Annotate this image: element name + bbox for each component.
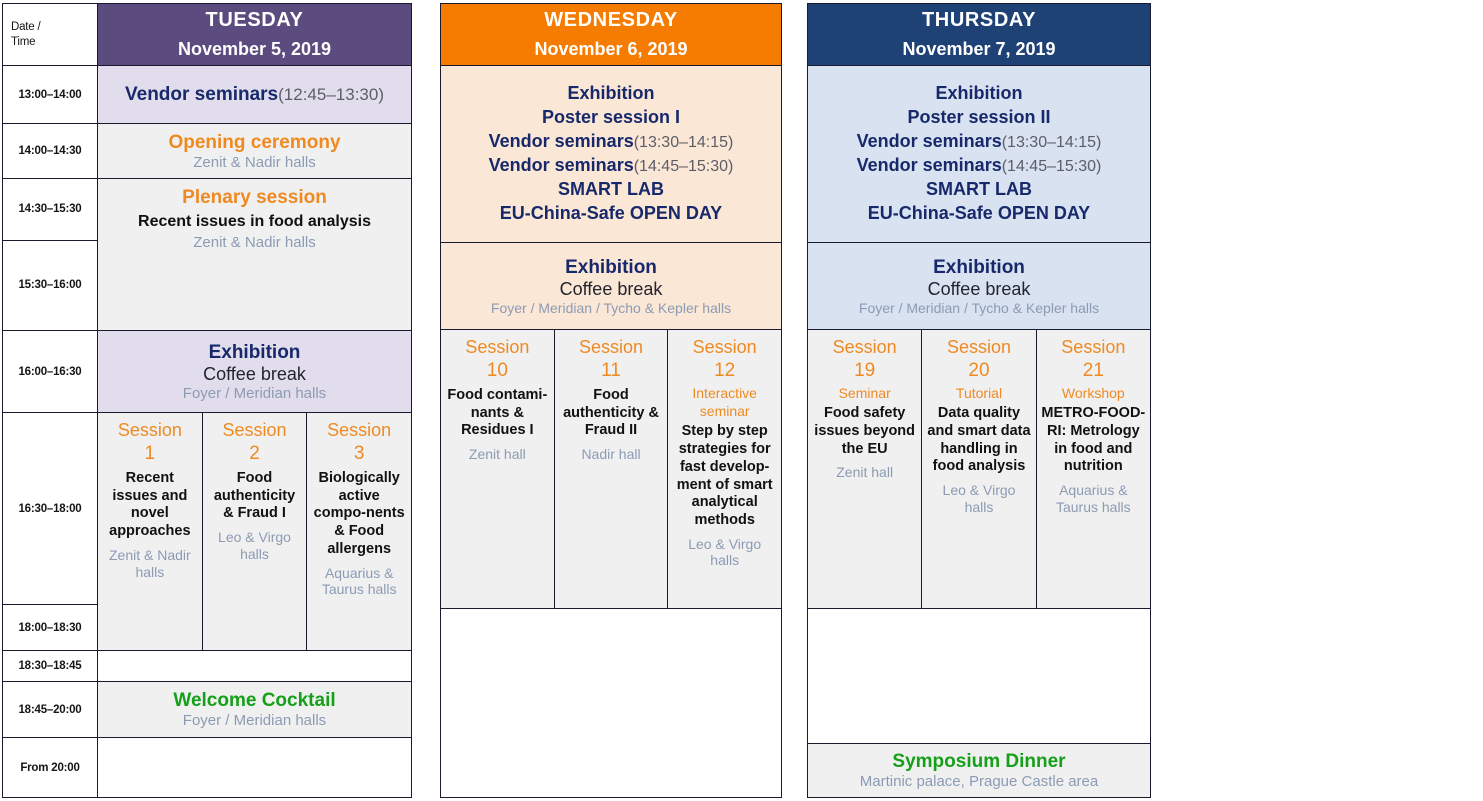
thursday-day-block bbox=[807, 3, 1151, 798]
wednesday-poster-session: Poster session I bbox=[541, 107, 681, 128]
tuesday-session-3 bbox=[307, 413, 411, 650]
session-12-title: Step by step strategies for fast develop-ment of smart analytical methods bbox=[676, 423, 773, 528]
wednesday-coffee-row bbox=[441, 243, 781, 330]
session-12-number: 12 bbox=[714, 360, 736, 382]
wednesday-vendor-seminars-2 bbox=[445, 154, 777, 178]
session-2-title: Food authenticity & Fraud I bbox=[213, 470, 296, 522]
session-21-number: 21 bbox=[1082, 360, 1104, 382]
wednesday-date: November 6, 2019 bbox=[534, 39, 688, 59]
tuesday-vendor-seminars bbox=[125, 84, 384, 106]
tuesday-opening-ceremony-cell bbox=[98, 124, 411, 178]
session-21-kind: Workshop bbox=[1061, 385, 1125, 402]
session-3-hall: Aquarius & Taurus halls bbox=[321, 564, 397, 598]
session-20-title: Data quality and smart data handling in food analysis bbox=[927, 405, 1031, 475]
wednesday-coffee-hall: Foyer / Meridian / Tycho & Kepler halls bbox=[490, 299, 732, 316]
wednesday-session-10 bbox=[441, 330, 555, 608]
time-column-plenary-group bbox=[3, 179, 98, 330]
wednesday-session-12 bbox=[668, 330, 781, 608]
session-3-number: 3 bbox=[353, 443, 365, 465]
wednesday-session-11 bbox=[555, 330, 669, 608]
thursday-session-20 bbox=[922, 330, 1036, 608]
thursday-coffee-title: Exhibition bbox=[933, 256, 1025, 278]
time-label-1530-1600: 15:30–16:00 bbox=[18, 279, 82, 292]
session-11-title: Food authenticity & Fraud II bbox=[563, 387, 659, 439]
tuesday-vendor-seminars-cell bbox=[98, 66, 411, 123]
session-10-number: 10 bbox=[486, 360, 508, 382]
wednesday-header bbox=[441, 4, 781, 65]
thursday-empty-row bbox=[808, 609, 1150, 744]
thursday-vendor2-time: (14:45–15:30) bbox=[1001, 158, 1102, 175]
wednesday-coffee-cell bbox=[441, 243, 781, 329]
thursday-vendor1-label: Vendor seminars bbox=[856, 131, 1002, 152]
wednesday-empty-cell bbox=[441, 609, 781, 797]
session-3-title: Biologically active compo-nents & Food allergens bbox=[313, 470, 405, 557]
thursday-empty-cell bbox=[808, 609, 1150, 743]
tuesday-day-block bbox=[2, 3, 412, 798]
session-1-hall: Zenit & Nadir halls bbox=[108, 546, 191, 580]
row-1600-1630 bbox=[3, 331, 411, 413]
wednesday-exhibition: Exhibition bbox=[567, 83, 655, 104]
session-20-label: Session bbox=[946, 337, 1012, 357]
thursday-session-21 bbox=[1037, 330, 1150, 608]
thursday-coffee-subtitle: Coffee break bbox=[927, 278, 1031, 299]
wednesday-empty-row bbox=[441, 609, 781, 797]
thursday-poster-session: Poster session II bbox=[907, 107, 1051, 128]
wednesday-day-of-week: WEDNESDAY bbox=[544, 9, 678, 31]
session-20-kind: Tutorial bbox=[955, 385, 1003, 402]
thursday-sessions-row bbox=[808, 330, 1150, 609]
thursday-vendor-seminars-1 bbox=[812, 130, 1146, 154]
thursday-coffee-row bbox=[808, 243, 1150, 330]
thursday-header-row bbox=[808, 4, 1150, 66]
session-3-label: Session bbox=[327, 420, 392, 440]
wednesday-vendor1-label: Vendor seminars bbox=[488, 131, 634, 152]
session-11-label: Session bbox=[578, 337, 644, 357]
time-label-from-2000: From 20:00 bbox=[3, 738, 98, 797]
time-label-1630-1800: 16:30–18:00 bbox=[3, 413, 97, 605]
time-label-1830-1845: 18:30–18:45 bbox=[3, 651, 98, 681]
tuesday-header bbox=[98, 4, 411, 65]
wednesday-vendor-seminars-1 bbox=[445, 130, 777, 154]
thursday-coffee-cell bbox=[808, 243, 1150, 329]
tuesday-exhibition-cell bbox=[98, 331, 411, 412]
row-from-2000 bbox=[3, 738, 411, 797]
tuesday-day-of-week: TUESDAY bbox=[205, 9, 304, 31]
thursday-vendor-seminars-2 bbox=[812, 154, 1146, 178]
session-12-kind: Interactive seminar bbox=[692, 385, 757, 420]
session-1-label: Session bbox=[117, 420, 182, 440]
time-label-1430-1530: 14:30–15:30 bbox=[3, 179, 97, 241]
opening-ceremony-hall: Zenit & Nadir halls bbox=[193, 153, 316, 171]
session-19-kind: Seminar bbox=[838, 385, 891, 402]
time-label-1600-1630: 16:00–16:30 bbox=[3, 331, 98, 412]
session-11-number: 11 bbox=[601, 360, 621, 382]
session-21-hall: Aquarius & Taurus halls bbox=[1055, 482, 1131, 515]
wednesday-coffee-subtitle: Coffee break bbox=[559, 278, 663, 299]
wednesday-coffee-title: Exhibition bbox=[565, 256, 657, 278]
time-label-1800-1830: 18:00–18:30 bbox=[18, 621, 82, 634]
tuesday-session-1 bbox=[98, 413, 203, 650]
wednesday-day-block bbox=[440, 3, 782, 798]
thursday-smart-lab: SMART LAB bbox=[926, 178, 1032, 199]
welcome-cocktail-hall: Foyer / Meridian halls bbox=[182, 712, 327, 729]
session-20-hall: Leo & Virgo halls bbox=[942, 482, 1016, 515]
thursday-exhibition: Exhibition bbox=[935, 83, 1023, 104]
thursday-header bbox=[808, 4, 1150, 65]
thursday-vendor2-label: Vendor seminars bbox=[856, 155, 1002, 175]
session-10-hall: Zenit hall bbox=[468, 446, 526, 463]
tuesday-vendor-seminars-time: (12:45–13:30) bbox=[278, 84, 384, 104]
thursday-vendor1-time: (13:30–14:15) bbox=[1001, 134, 1102, 152]
tuesday-session-2 bbox=[203, 413, 308, 650]
session-21-title: METRO-FOOD-RI: Metrology in food and nutrition bbox=[1041, 405, 1146, 475]
time-column-header bbox=[3, 4, 98, 65]
wednesday-smart-lab: SMART LAB bbox=[558, 178, 664, 199]
header-row bbox=[3, 4, 411, 66]
tuesday-exhibition-subtitle: Coffee break bbox=[203, 363, 306, 384]
thursday-session-19 bbox=[808, 330, 922, 608]
session-10-label: Session bbox=[465, 337, 530, 357]
thursday-morning-cell bbox=[808, 66, 1150, 242]
session-2-number: 2 bbox=[249, 443, 260, 465]
row-1830-1845 bbox=[3, 651, 411, 682]
wednesday-header-row bbox=[441, 4, 781, 66]
row-1400-1430 bbox=[3, 124, 411, 179]
thursday-day-of-week: THURSDAY bbox=[921, 9, 1037, 31]
row-plenary-group bbox=[3, 179, 411, 331]
plenary-subtitle: Recent issues in food analysis bbox=[138, 213, 371, 230]
session-10-title: Food contami-nants & Residues I bbox=[447, 387, 548, 439]
session-19-label: Session bbox=[832, 337, 897, 357]
session-20-number: 20 bbox=[968, 360, 990, 382]
tuesday-date: November 5, 2019 bbox=[177, 39, 332, 59]
wednesday-vendor2-label: Vendor seminars bbox=[488, 155, 634, 175]
row-tuesday-sessions bbox=[3, 413, 411, 651]
thursday-date: November 7, 2019 bbox=[902, 39, 1056, 59]
thursday-open-day: EU-China-Safe OPEN DAY bbox=[867, 202, 1091, 223]
symposium-dinner-title: Symposium Dinner bbox=[892, 751, 1066, 772]
wednesday-vendor2-time: (14:45–15:30) bbox=[633, 158, 734, 175]
time-label-1300-1400: 13:00–14:00 bbox=[3, 66, 98, 123]
session-1-number: 1 bbox=[144, 443, 156, 465]
wednesday-sessions-row bbox=[441, 330, 781, 609]
tuesday-welcome-cocktail-cell bbox=[98, 682, 411, 737]
plenary-title: Plenary session bbox=[182, 187, 327, 208]
thursday-morning-row bbox=[808, 66, 1150, 243]
time-header-line2: Time bbox=[11, 35, 36, 48]
session-1-title: Recent issues and novel approaches bbox=[109, 470, 191, 540]
tuesday-vendor-seminars-label: Vendor seminars bbox=[125, 83, 279, 105]
session-12-label: Session bbox=[692, 337, 757, 357]
plenary-hall: Zenit & Nadir halls bbox=[193, 234, 316, 251]
session-12-hall: Leo & Virgo halls bbox=[688, 535, 762, 569]
session-11-hall: Nadir hall bbox=[581, 446, 641, 463]
thursday-coffee-hall: Foyer / Meridian / Tycho & Kepler halls bbox=[858, 299, 1100, 316]
tuesday-empty-1830 bbox=[98, 651, 411, 681]
time-header-line1: Date / bbox=[11, 21, 41, 34]
tuesday-exhibition-title: Exhibition bbox=[208, 341, 301, 363]
wednesday-vendor1-time: (13:30–14:15) bbox=[633, 134, 734, 152]
tuesday-plenary-cell bbox=[98, 179, 411, 330]
tuesday-empty-2000 bbox=[98, 738, 411, 797]
session-2-label: Session bbox=[222, 420, 287, 440]
time-column-sessions-group bbox=[3, 413, 98, 650]
session-2-hall: Leo & Virgo halls bbox=[218, 529, 291, 562]
time-label-1845-2000: 18:45–20:00 bbox=[3, 682, 98, 737]
session-19-number: 19 bbox=[854, 360, 876, 382]
tuesday-exhibition-hall: Foyer / Meridian halls bbox=[182, 384, 327, 402]
symposium-dinner-hall: Martinic palace, Prague Castle area bbox=[859, 773, 1099, 790]
time-label-1400-1430: 14:00–14:30 bbox=[3, 124, 98, 178]
welcome-cocktail-title: Welcome Cocktail bbox=[173, 690, 336, 711]
wednesday-morning-cell bbox=[441, 66, 781, 242]
wednesday-morning-row bbox=[441, 66, 781, 243]
thursday-dinner-row bbox=[808, 744, 1150, 797]
session-19-hall: Zenit hall bbox=[836, 464, 894, 481]
thursday-dinner-cell bbox=[808, 744, 1150, 797]
wednesday-open-day: EU-China-Safe OPEN DAY bbox=[499, 202, 723, 223]
session-21-label: Session bbox=[1061, 337, 1126, 357]
row-1845-2000 bbox=[3, 682, 411, 738]
opening-ceremony-title: Opening ceremony bbox=[168, 131, 341, 153]
session-19-title: Food safety issues beyond the EU bbox=[814, 405, 916, 457]
row-1300-1400 bbox=[3, 66, 411, 124]
